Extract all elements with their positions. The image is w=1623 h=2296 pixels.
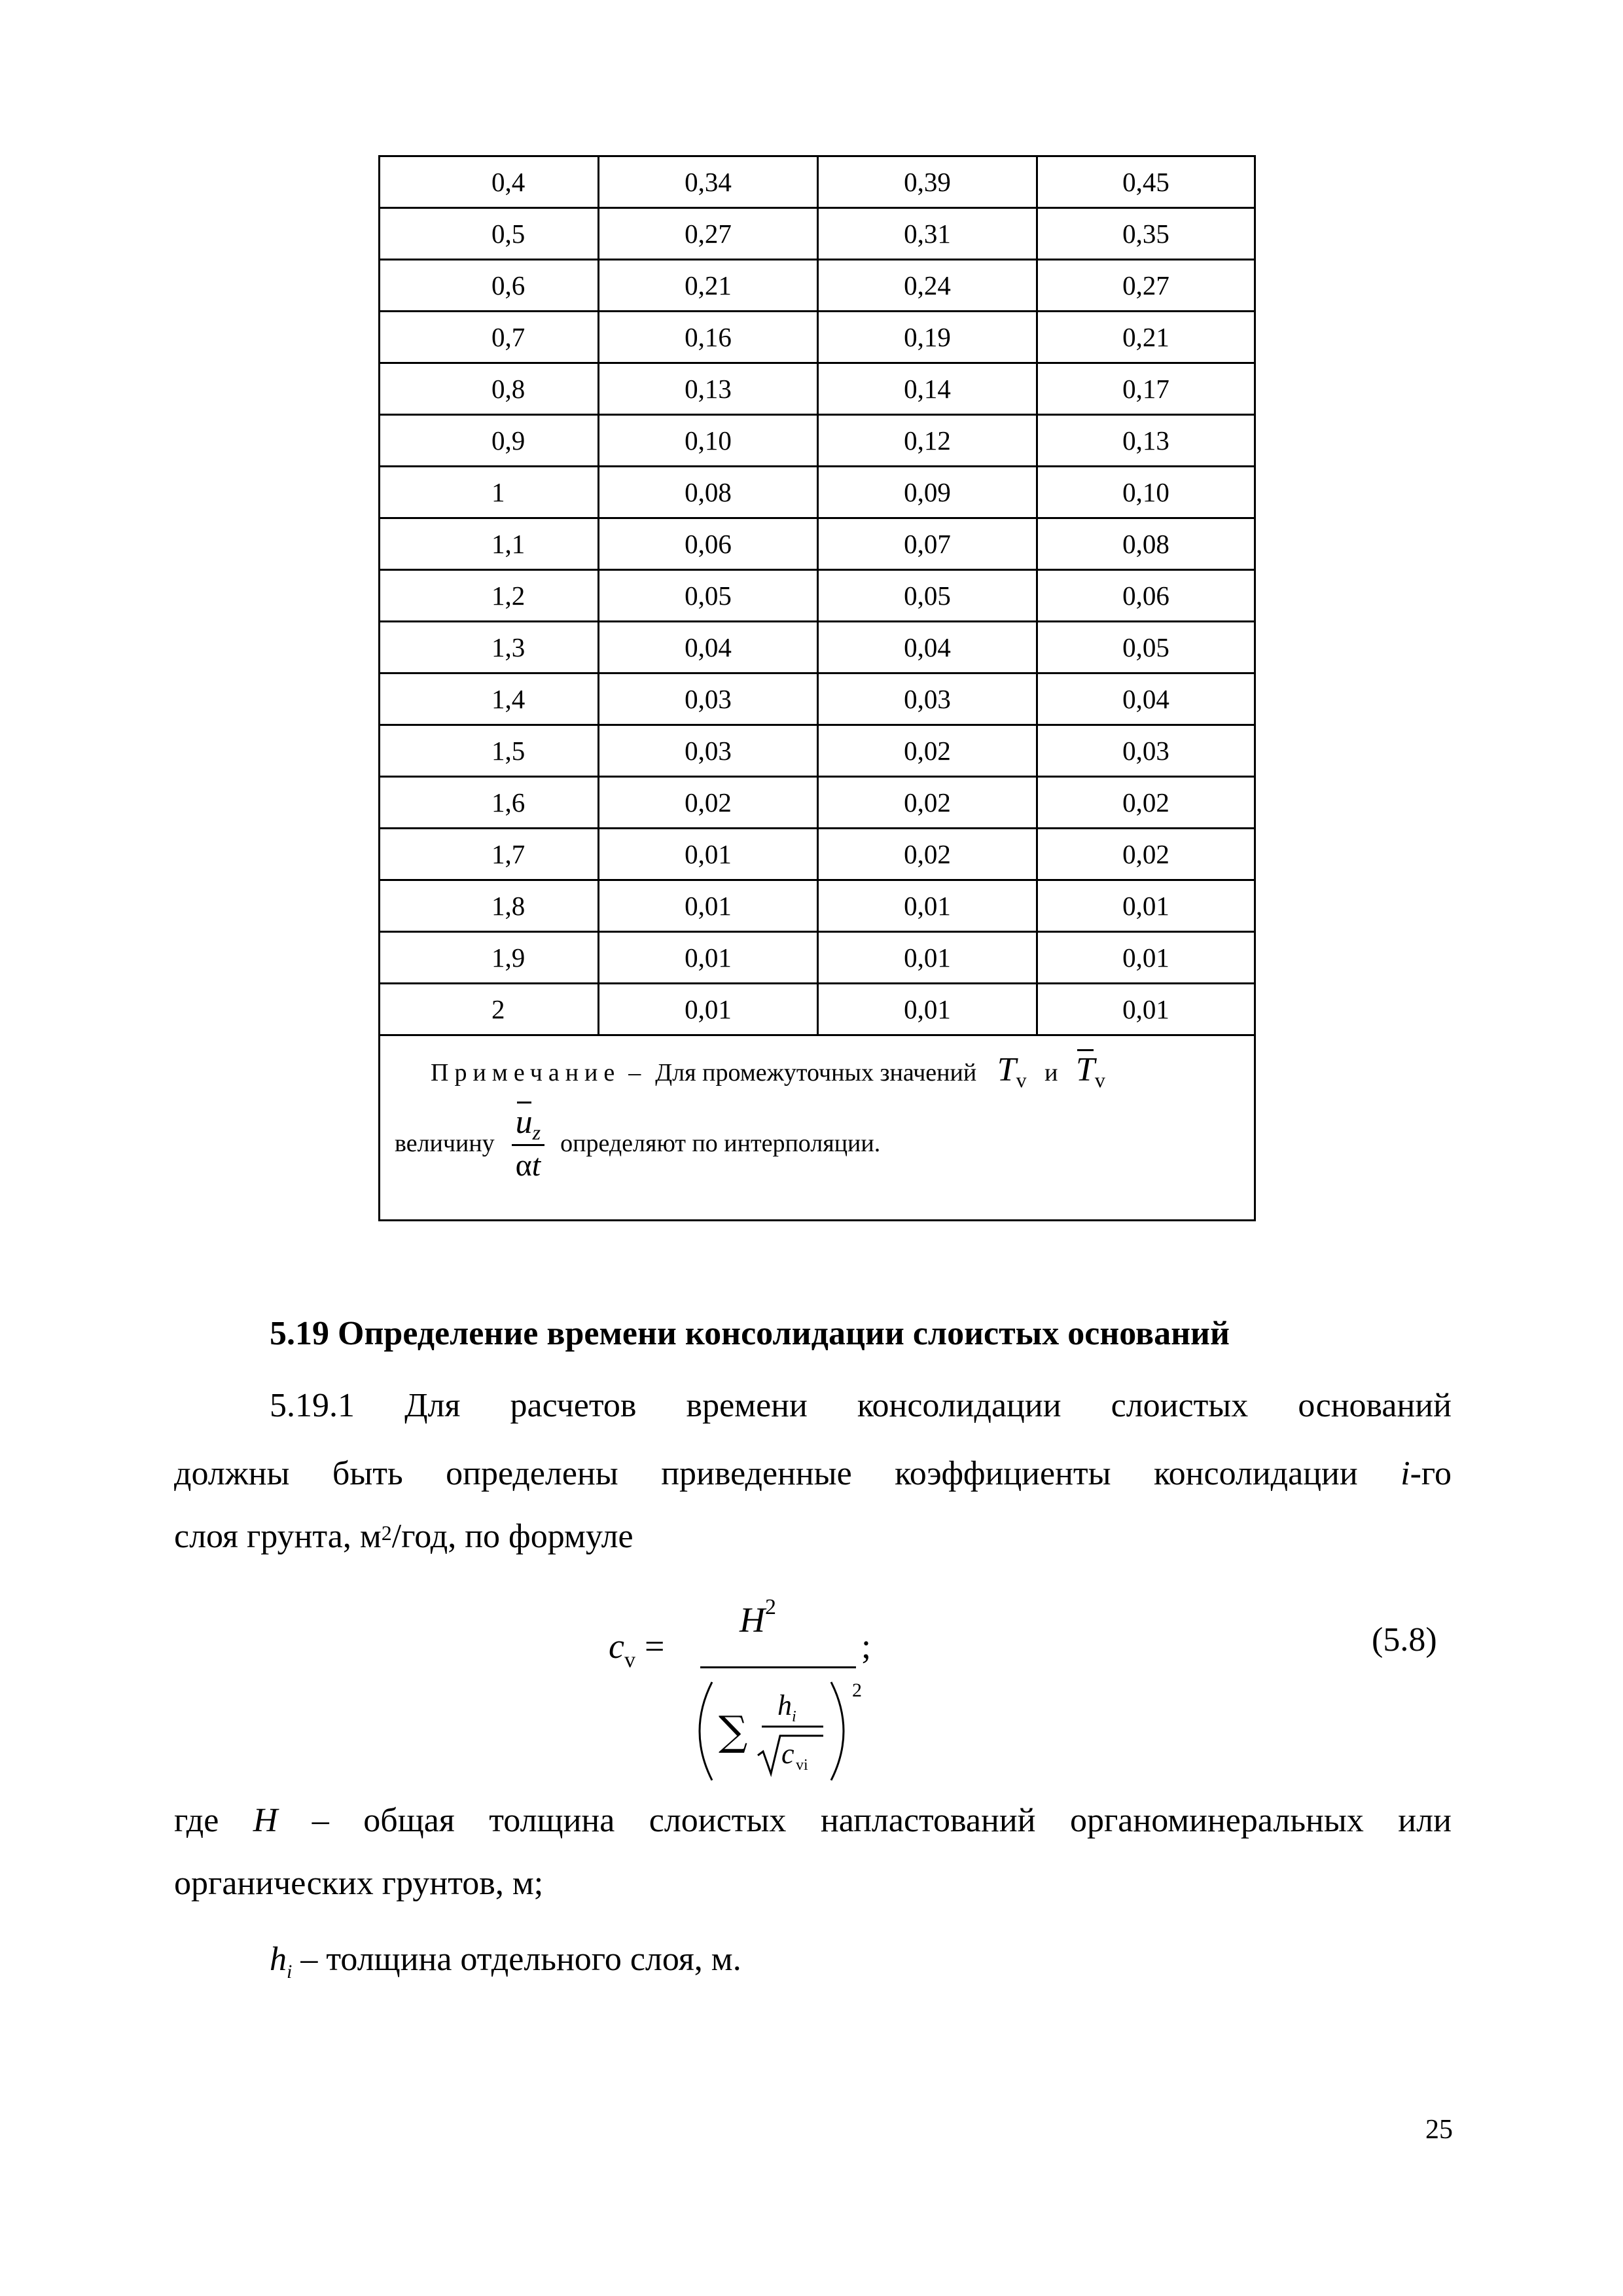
table-cell: 0,01 bbox=[599, 829, 818, 880]
table-row bbox=[380, 673, 1255, 725]
table-row bbox=[380, 415, 1255, 467]
table-cell: 0,01 bbox=[818, 932, 1037, 984]
formula-h: h bbox=[777, 1689, 792, 1721]
formula-h-sub: i bbox=[792, 1708, 796, 1725]
table-row bbox=[380, 829, 1255, 880]
table-cell: 0,04 bbox=[1037, 673, 1255, 725]
table-row bbox=[380, 570, 1255, 622]
where-line-2: органических грунтов, м; bbox=[174, 1865, 544, 1902]
table-cell: 1,9 bbox=[380, 932, 599, 984]
note-row bbox=[380, 1035, 1255, 1221]
word: коэффициенты bbox=[895, 1455, 1111, 1492]
table-cell: 0,05 bbox=[599, 570, 818, 622]
table-cell: 0,01 bbox=[1037, 984, 1255, 1035]
table-row bbox=[380, 984, 1255, 1035]
note-cell bbox=[380, 1035, 1255, 1221]
table-cell: 0,6 bbox=[380, 260, 599, 312]
table-cell: 0,02 bbox=[818, 725, 1037, 777]
table-cell: 0,45 bbox=[1037, 156, 1255, 208]
table-cell: 1,2 bbox=[380, 570, 599, 622]
table-cell: 0,06 bbox=[599, 518, 818, 570]
word: органоминеральных bbox=[1069, 1802, 1364, 1839]
word: общая bbox=[363, 1802, 455, 1839]
word: напластований bbox=[820, 1802, 1036, 1839]
table-cell: 0,01 bbox=[599, 880, 818, 932]
word: или bbox=[1398, 1802, 1452, 1839]
word: где bbox=[174, 1802, 219, 1839]
word: консолидации bbox=[1154, 1455, 1358, 1492]
note-text: Для промежуточных значений bbox=[655, 1059, 977, 1086]
table-cell: 1,3 bbox=[380, 622, 599, 673]
values-table bbox=[378, 155, 1256, 1221]
table-cell: 0,5 bbox=[380, 208, 599, 260]
page-number: 25 bbox=[1425, 2115, 1453, 2145]
formula-fraction-bar bbox=[700, 1666, 856, 1668]
word: слоистых bbox=[649, 1802, 787, 1839]
note-label: Примечание bbox=[431, 1059, 621, 1086]
table-cell: 0,04 bbox=[818, 622, 1037, 673]
table-cell: 1,6 bbox=[380, 777, 599, 829]
table-cell: 0,10 bbox=[599, 415, 818, 467]
table-cell: 0,02 bbox=[1037, 777, 1255, 829]
table-cell: 0,7 bbox=[380, 312, 599, 363]
table-cell: 0,02 bbox=[818, 777, 1037, 829]
table-cell: 0,08 bbox=[599, 467, 818, 518]
table-cell: 2 bbox=[380, 984, 599, 1035]
formula-denominator bbox=[681, 1676, 877, 1787]
table-cell: 0,21 bbox=[599, 260, 818, 312]
word: расчетов bbox=[510, 1387, 637, 1424]
where-line-3: $h_i$ – толщина отдельного слоя, м. bbox=[270, 1941, 741, 1982]
word: H bbox=[253, 1802, 278, 1839]
word: быть bbox=[332, 1455, 403, 1492]
note-dash: – bbox=[628, 1059, 641, 1086]
table-row bbox=[380, 312, 1255, 363]
word: приведенные bbox=[661, 1455, 852, 1492]
formula-5-8 bbox=[602, 1584, 903, 1787]
note-line-2 bbox=[395, 1103, 880, 1183]
note-conj: и bbox=[1044, 1059, 1058, 1086]
word: толщина bbox=[489, 1802, 615, 1839]
table-cell: 0,24 bbox=[818, 260, 1037, 312]
table-cell: 0,03 bbox=[1037, 725, 1255, 777]
table-cell: 0,09 bbox=[818, 467, 1037, 518]
table-cell: 0,9 bbox=[380, 415, 599, 467]
table-cell: 1,8 bbox=[380, 880, 599, 932]
table-row bbox=[380, 932, 1255, 984]
right-paren bbox=[831, 1682, 844, 1780]
table-cell: 0,01 bbox=[1037, 880, 1255, 932]
table-row bbox=[380, 208, 1255, 260]
table-row bbox=[380, 156, 1255, 208]
table-row bbox=[380, 880, 1255, 932]
values-table-body bbox=[380, 156, 1255, 1035]
table-cell: 0,02 bbox=[599, 777, 818, 829]
note-line2-after: определяют по интерполяции. bbox=[560, 1129, 881, 1157]
table-cell: 0,01 bbox=[599, 984, 818, 1035]
formula-numerator: $H^2$ bbox=[740, 1595, 776, 1640]
word: слоистых bbox=[1111, 1387, 1249, 1424]
table-cell: 1,5 bbox=[380, 725, 599, 777]
left-paren bbox=[700, 1682, 712, 1780]
symbol-tv: $T_v$ bbox=[997, 1051, 1027, 1092]
word: консолидации bbox=[857, 1387, 1061, 1424]
paragraph-line-1 bbox=[270, 1372, 1452, 1440]
table-cell: 1,7 bbox=[380, 829, 599, 880]
table-cell: 0,02 bbox=[818, 829, 1037, 880]
word-i-go: i-го bbox=[1400, 1455, 1452, 1492]
table-cell: 0,27 bbox=[599, 208, 818, 260]
table-cell: 0,01 bbox=[818, 984, 1037, 1035]
table-cell: 0,05 bbox=[1037, 622, 1255, 673]
table-row bbox=[380, 622, 1255, 673]
table-cell: 0,03 bbox=[599, 725, 818, 777]
table-cell: 0,31 bbox=[818, 208, 1037, 260]
formula-c: c bbox=[781, 1738, 794, 1770]
table-cell: 0,06 bbox=[1037, 570, 1255, 622]
table-cell: 0,35 bbox=[1037, 208, 1255, 260]
table-cell: 1,1 bbox=[380, 518, 599, 570]
table-cell: 0,07 bbox=[818, 518, 1037, 570]
formula-c-sub: vi bbox=[796, 1757, 808, 1774]
table-cell: 0,03 bbox=[599, 673, 818, 725]
table-row bbox=[380, 363, 1255, 415]
paragraph-line-2 bbox=[174, 1440, 1452, 1508]
word: – bbox=[312, 1802, 329, 1839]
table-row bbox=[380, 467, 1255, 518]
table-cell: 0,14 bbox=[818, 363, 1037, 415]
word: определены bbox=[446, 1455, 618, 1492]
table-cell: 0,13 bbox=[1037, 415, 1255, 467]
table-cell: 0,03 bbox=[818, 673, 1037, 725]
table-cell: 1 bbox=[380, 467, 599, 518]
table-cell: 0,16 bbox=[599, 312, 818, 363]
section-heading: 5.19 Определение времени консолидации слоистых оснований bbox=[270, 1315, 1230, 1352]
word: должны bbox=[174, 1455, 290, 1492]
word: времени bbox=[686, 1387, 808, 1424]
table-row bbox=[380, 518, 1255, 570]
table-cell: 0,8 bbox=[380, 363, 599, 415]
formula-lhs: $c_v$ = bbox=[609, 1626, 665, 1672]
table-cell: 0,39 bbox=[818, 156, 1037, 208]
note-line2-before: величину bbox=[395, 1129, 495, 1157]
table-cell: 0,04 bbox=[599, 622, 818, 673]
table-cell: 0,4 bbox=[380, 156, 599, 208]
table-row bbox=[380, 777, 1255, 829]
table-cell: 1,4 bbox=[380, 673, 599, 725]
table-cell: 0,13 bbox=[599, 363, 818, 415]
note-line-1 bbox=[431, 1050, 1105, 1092]
where-line-1 bbox=[174, 1801, 1452, 1840]
paragraph-line-3: слоя грунта, $м^2$/год, по формуле bbox=[174, 1518, 633, 1555]
table-cell: 0,21 bbox=[1037, 312, 1255, 363]
fraction-uz-alpha-t: $\frac{uz}{\alpha t}$ bbox=[512, 1103, 544, 1183]
table-cell: 0,01 bbox=[1037, 932, 1255, 984]
table-cell: 0,01 bbox=[599, 932, 818, 984]
formula-number: (5.8) bbox=[1372, 1621, 1437, 1659]
symbol-tv-bar: $T_v$ bbox=[1075, 1051, 1105, 1092]
word: Для bbox=[404, 1387, 461, 1424]
sum-symbol: ∑ bbox=[719, 1707, 748, 1755]
table-cell: 0,12 bbox=[818, 415, 1037, 467]
table-cell: 0,01 bbox=[818, 880, 1037, 932]
word: 5.19.1 bbox=[270, 1387, 355, 1424]
word: оснований bbox=[1298, 1387, 1452, 1424]
table-row bbox=[380, 725, 1255, 777]
table-cell: 0,34 bbox=[599, 156, 818, 208]
outer-exponent: 2 bbox=[852, 1679, 862, 1701]
table-cell: 0,08 bbox=[1037, 518, 1255, 570]
table-cell: 0,10 bbox=[1037, 467, 1255, 518]
table-cell: 0,27 bbox=[1037, 260, 1255, 312]
table-cell: 0,19 bbox=[818, 312, 1037, 363]
table-row bbox=[380, 260, 1255, 312]
table-cell: 0,02 bbox=[1037, 829, 1255, 880]
formula-semicolon: ; bbox=[861, 1626, 872, 1666]
table-cell: 0,05 bbox=[818, 570, 1037, 622]
table-cell: 0,17 bbox=[1037, 363, 1255, 415]
